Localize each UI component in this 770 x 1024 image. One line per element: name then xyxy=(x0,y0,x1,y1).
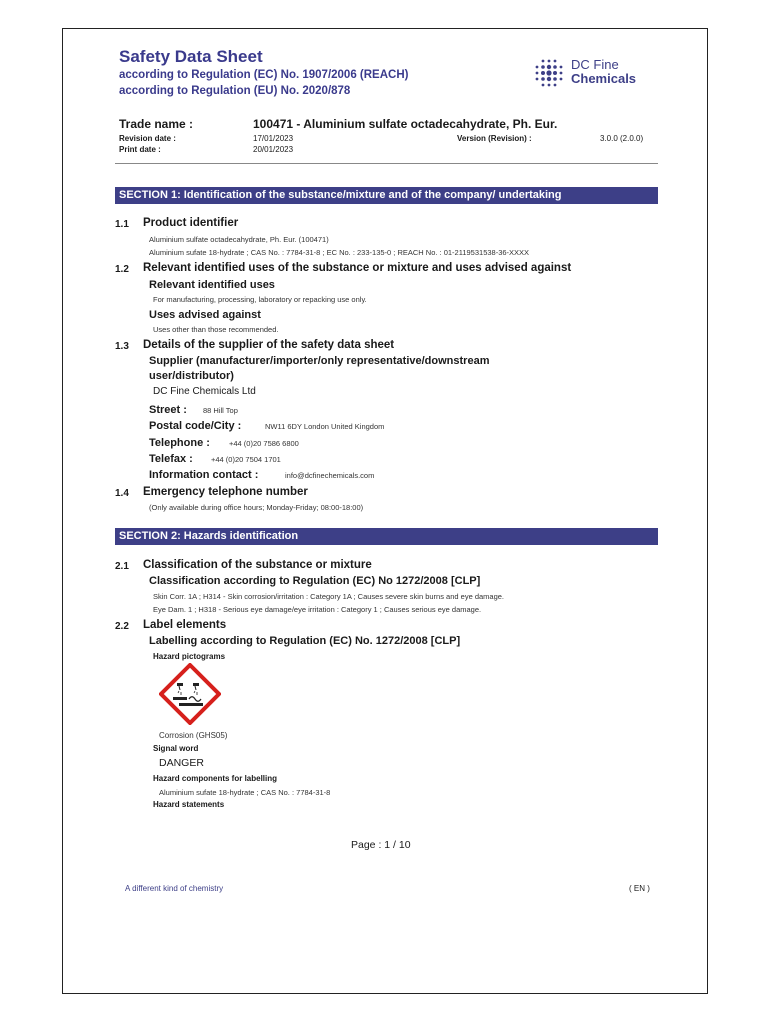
signal-word-label: Signal word xyxy=(153,744,199,753)
version-value: 3.0.0 (2.0.0) xyxy=(600,134,644,143)
section-2-header: SECTION 2: Hazards identification xyxy=(115,528,658,545)
identified-uses-text: For manufacturing, processing, laboratory or repacking use only. xyxy=(153,295,367,304)
section-1-2-title: Relevant identified uses of the substance or mixture and uses advised against xyxy=(143,262,572,274)
uses-advised-against-heading: Uses advised against xyxy=(149,309,261,321)
section-2-1-number: 2.1 xyxy=(115,561,129,572)
hazard-pictograms-label: Hazard pictograms xyxy=(153,652,226,661)
section-1-3-number: 1.3 xyxy=(115,341,129,352)
product-name-line: Aluminium sulfate octadecahydrate, Ph. Eur. (100471) xyxy=(149,235,329,244)
telephone-value: +44 (0)20 7586 6800 xyxy=(229,439,299,448)
product-identifiers-line: Aluminium sufate 18-hydrate ; CAS No. : 7784-31-8 ; EC No. : 233-135-0 ; REACH No. : 01-2119531538-36-XXXX xyxy=(149,248,530,257)
revision-date-value: 17/01/2023 xyxy=(253,134,294,143)
emergency-phone-text: (Only available during office hours; Monday-Friday; 08:00-18:00) xyxy=(149,503,364,512)
telefax-label: Telefax : xyxy=(149,453,193,465)
version-label: Version (Revision) : xyxy=(457,134,532,143)
section-2-1-title: Classification of the substance or mixture xyxy=(143,559,372,571)
classification-heading: Classification according to Regulation (EC) No 1272/2008 [CLP] xyxy=(149,575,481,587)
telephone-label: Telephone : xyxy=(149,437,210,449)
logo-text-line-1: DC Fine xyxy=(571,57,619,72)
street-label: Street : xyxy=(149,404,187,416)
corrosion-pictogram-icon xyxy=(159,663,221,725)
uses-advised-against-text: Uses other than those recommended. xyxy=(153,325,279,334)
signal-word-value: DANGER xyxy=(159,757,204,769)
regulation-line-2: according to Regulation (EU) No. 2020/878 xyxy=(119,85,351,97)
supplier-heading: Supplier (manufacturer/importer/only representative/downstream xyxy=(149,355,490,367)
identified-uses-heading: Relevant identified uses xyxy=(149,279,275,291)
section-1-4-title: Emergency telephone number xyxy=(143,486,308,498)
document-page xyxy=(62,28,708,994)
hazard-components-label: Hazard components for labelling xyxy=(153,774,278,783)
header-divider xyxy=(115,163,658,164)
logo-text-line-2: Chemicals xyxy=(571,71,637,86)
molecule-logo-icon xyxy=(533,57,569,87)
section-1-1-title: Product identifier xyxy=(143,217,239,229)
information-contact-value: info@dcfinechemicals.com xyxy=(285,471,375,480)
postal-value: NW11 6DY London United Kingdom xyxy=(265,422,385,431)
hazard-statements-label: Hazard statements xyxy=(153,800,225,809)
telefax-value: +44 (0)20 7504 1701 xyxy=(211,455,281,464)
section-2-2-title: Label elements xyxy=(143,619,227,631)
section-1-header: SECTION 1: Identification of the substance/mixture and of the company/ undertaking xyxy=(115,187,658,204)
company-name: DC Fine Chemicals Ltd xyxy=(153,386,256,397)
street-value: 88 Hill Top xyxy=(203,406,238,415)
classification-line-2: Eye Dam. 1 ; H318 - Serious eye damage/eye irritation : Category 1 ; Causes serious eye damage. xyxy=(153,605,482,614)
pictogram-caption: Corrosion (GHS05) xyxy=(159,731,228,740)
section-1-4-number: 1.4 xyxy=(115,488,129,499)
revision-date-label: Revision date : xyxy=(119,134,176,143)
print-date-label: Print date : xyxy=(119,145,161,154)
page-number: Page : 1 / 10 xyxy=(351,839,411,851)
section-1-3-title: Details of the supplier of the safety data sheet xyxy=(143,339,395,351)
company-logo xyxy=(533,55,653,89)
section-1-2-number: 1.2 xyxy=(115,264,129,275)
trade-name-value: 100471 - Aluminium sulfate octadecahydrate, Ph. Eur. xyxy=(253,117,558,131)
language-code: ( EN ) xyxy=(629,884,650,893)
labelling-heading: Labelling according to Regulation (EC) No. 1272/2008 [CLP] xyxy=(149,635,461,647)
supplier-heading-cont: user/distributor) xyxy=(149,370,234,382)
information-contact-label: Information contact : xyxy=(149,469,259,481)
document-title: Safety Data Sheet xyxy=(119,47,263,66)
section-2-2-number: 2.2 xyxy=(115,621,129,632)
section-1-1-number: 1.1 xyxy=(115,219,129,230)
trade-name-label: Trade name : xyxy=(119,117,194,131)
postal-label: Postal code/City : xyxy=(149,420,242,432)
print-date-value: 20/01/2023 xyxy=(253,145,294,154)
classification-line-1: Skin Corr. 1A ; H314 - Skin corrosion/irritation : Category 1A ; Causes severe skin burns and eye damage. xyxy=(153,592,505,601)
hazard-components-value: Aluminium sufate 18-hydrate ; CAS No. : 7784-31-8 xyxy=(159,788,331,797)
footer-tagline: A different kind of chemistry xyxy=(125,884,224,893)
regulation-line-1: according to Regulation (EC) No. 1907/2006 (REACH) xyxy=(119,69,409,81)
